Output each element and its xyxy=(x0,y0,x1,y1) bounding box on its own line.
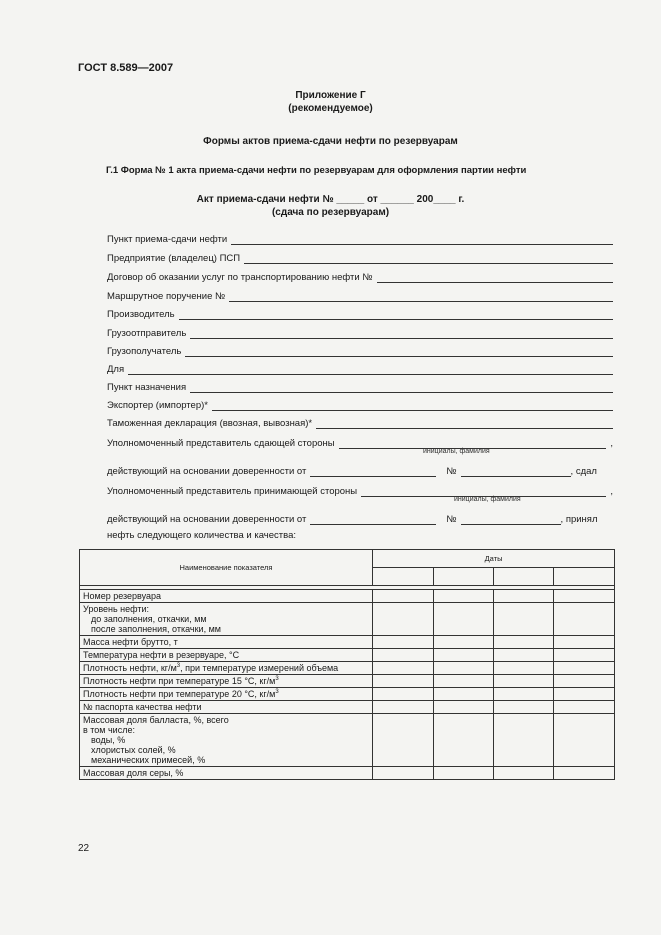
fill-line[interactable] xyxy=(229,290,613,302)
table-row xyxy=(80,603,615,636)
field-row[interactable] xyxy=(107,361,613,375)
number-sign: № xyxy=(446,466,457,477)
value-cell[interactable] xyxy=(373,590,434,603)
value-cell[interactable] xyxy=(494,767,554,780)
number-sign: № xyxy=(446,514,457,525)
row-label: № паспорта качества нефти xyxy=(83,702,202,712)
value-cell[interactable] xyxy=(494,688,554,701)
value-cell[interactable] xyxy=(434,701,494,714)
sender-number-line[interactable] xyxy=(461,465,571,477)
value-cell[interactable] xyxy=(554,714,615,767)
value-cell[interactable] xyxy=(494,590,554,603)
row-label: Плотность нефти при температуре 20 °С, кг/м xyxy=(83,689,276,699)
value-cell[interactable] xyxy=(554,675,615,688)
document-code: ГОСТ 8.589—2007 xyxy=(78,62,174,74)
sender-date-line[interactable] xyxy=(310,465,436,477)
table-row xyxy=(80,636,615,649)
act-title: Акт приема-сдачи нефти № _____ от ______ 200____ г. xyxy=(196,194,465,205)
field-row[interactable] xyxy=(107,397,613,411)
receiver-rep-hint: инициалы, фамилия xyxy=(454,496,521,503)
sender-basis-label: действующий на основании доверенности от xyxy=(107,466,307,477)
value-cell[interactable] xyxy=(373,636,434,649)
sender-rep-hint: инициалы, фамилия xyxy=(423,448,490,455)
value-cell[interactable] xyxy=(373,603,434,636)
value-cell[interactable] xyxy=(373,649,434,662)
value-cell[interactable] xyxy=(494,701,554,714)
field-label: Маршрутное поручение № xyxy=(107,291,226,302)
row-label: Номер резервуара xyxy=(83,591,162,601)
value-cell[interactable] xyxy=(494,636,554,649)
value-cell[interactable] xyxy=(554,662,615,675)
value-cell[interactable] xyxy=(494,675,554,688)
column-header-dates: Даты xyxy=(373,550,615,568)
appendix-title: Приложение Г xyxy=(295,90,366,101)
superscript: 3 xyxy=(275,676,279,682)
row-sublabel: механических примесей, % xyxy=(91,755,206,765)
value-cell[interactable] xyxy=(373,701,434,714)
value-cell[interactable] xyxy=(554,603,615,636)
fill-line[interactable] xyxy=(190,381,613,393)
date-cell[interactable] xyxy=(434,568,494,586)
value-cell[interactable] xyxy=(434,767,494,780)
row-label: Массовая доля серы, % xyxy=(83,768,184,778)
field-row[interactable] xyxy=(107,250,613,264)
receiver-number-line[interactable] xyxy=(461,513,561,525)
appendix-subtitle: (рекомендуемое) xyxy=(288,103,373,114)
superscript: 3 xyxy=(275,689,279,695)
field-label: Для xyxy=(107,364,125,375)
value-cell[interactable] xyxy=(434,649,494,662)
page-number: 22 xyxy=(78,843,90,854)
act-subtitle: (сдача по резервуарам) xyxy=(271,207,390,218)
value-cell[interactable] xyxy=(434,590,494,603)
value-cell[interactable] xyxy=(554,688,615,701)
value-cell[interactable] xyxy=(554,636,615,649)
superscript: 3 xyxy=(176,663,181,669)
fill-line[interactable] xyxy=(244,252,613,264)
field-row[interactable] xyxy=(107,415,613,429)
value-cell[interactable] xyxy=(434,662,494,675)
table-row xyxy=(80,675,615,688)
row-label: Массовая доля балласта, %, всего xyxy=(83,715,229,725)
table-row xyxy=(80,701,615,714)
field-row[interactable] xyxy=(107,325,613,339)
row-label: Уровень нефти: xyxy=(83,604,150,614)
row-sublabel: до заполнения, откачки, мм xyxy=(91,614,207,624)
row-label: Плотность нефти при температуре 15 °С, кг/м xyxy=(83,676,276,686)
field-label: Предприятие (владелец) ПСП xyxy=(107,253,241,264)
sender-rep-row[interactable] xyxy=(107,435,613,449)
value-cell[interactable] xyxy=(434,714,494,767)
value-cell[interactable] xyxy=(494,662,554,675)
receiver-tail: , принял xyxy=(560,514,598,525)
fill-line[interactable] xyxy=(316,417,613,429)
field-label: Договор об оказании услуг по транспортированию нефти № xyxy=(107,272,373,283)
field-label: Грузоотправитель xyxy=(107,328,187,339)
receiver-rep-label: Уполномоченный представитель принимающей стороны xyxy=(107,486,358,497)
parameters-table xyxy=(79,549,615,780)
receiver-rep-row[interactable] xyxy=(107,483,613,497)
field-label: Экспортер (импортер)* xyxy=(107,400,208,411)
table-row xyxy=(80,767,615,780)
value-cell[interactable] xyxy=(554,590,615,603)
section-title: Формы актов приема-сдачи нефти по резервуарам xyxy=(203,136,458,147)
table-row: Плотность нефти, $кг/м^3$, при температуре измерений объема xyxy=(80,662,615,675)
value-cell[interactable] xyxy=(494,603,554,636)
fill-line[interactable] xyxy=(128,363,613,375)
row-label: Масса нефти брутто, т xyxy=(83,637,178,647)
fill-line[interactable] xyxy=(212,399,613,411)
date-cell[interactable] xyxy=(554,568,615,586)
field-row[interactable] xyxy=(107,269,613,283)
field-row[interactable] xyxy=(107,231,613,245)
receiver-basis-row[interactable] xyxy=(107,511,613,525)
field-label: Пункт назначения xyxy=(107,382,187,393)
row-sublabel: после заполнения, откачки, мм xyxy=(91,624,221,634)
value-cell[interactable] xyxy=(434,688,494,701)
receiver-basis-label: действующий на основании доверенности от xyxy=(107,514,307,525)
value-cell[interactable] xyxy=(373,662,434,675)
value-cell[interactable] xyxy=(373,675,434,688)
column-header-name: Наименование показателя xyxy=(80,550,373,586)
field-label: Таможенная декларация (ввозная, вывозная)* xyxy=(107,418,313,429)
row-sublabel: воды, % xyxy=(91,735,126,745)
sender-rep-label: Уполномоченный представитель сдающей стороны xyxy=(107,438,335,449)
table-row xyxy=(80,714,615,767)
field-row[interactable] xyxy=(107,306,613,320)
value-cell[interactable] xyxy=(554,649,615,662)
fill-line[interactable] xyxy=(377,271,613,283)
value-cell[interactable] xyxy=(494,714,554,767)
sender-basis-row[interactable] xyxy=(107,463,613,477)
fill-line[interactable] xyxy=(231,233,613,245)
table-row xyxy=(80,649,615,662)
value-cell[interactable] xyxy=(494,649,554,662)
row-sublabel: в том числе: xyxy=(83,725,135,735)
value-cell[interactable] xyxy=(373,767,434,780)
receiver-date-line[interactable] xyxy=(310,513,436,525)
table-row xyxy=(80,688,615,701)
row-label: Температура нефти в резервуаре, °С xyxy=(83,650,240,660)
sender-tail: , сдал xyxy=(570,466,597,477)
row-sublabel: хлористых солей, % xyxy=(91,745,176,755)
row-label-cont: при температуре измерений объема xyxy=(185,663,339,673)
field-label: Грузополучатель xyxy=(107,346,182,357)
fill-line[interactable] xyxy=(185,345,613,357)
field-label: Производитель xyxy=(107,309,175,320)
field-row[interactable] xyxy=(107,288,613,302)
value-cell[interactable] xyxy=(434,636,494,649)
table-intro: нефть следующего количества и качества: xyxy=(107,530,297,541)
table-row xyxy=(80,590,615,603)
comma: , xyxy=(610,486,613,497)
value-cell[interactable] xyxy=(373,688,434,701)
date-cell[interactable] xyxy=(373,568,434,586)
fill-line[interactable] xyxy=(190,327,613,339)
comma: , xyxy=(610,438,613,449)
value-cell[interactable] xyxy=(554,767,615,780)
date-cell[interactable] xyxy=(494,568,554,586)
field-row[interactable] xyxy=(107,379,613,393)
value-cell[interactable] xyxy=(554,701,615,714)
field-row[interactable] xyxy=(107,343,613,357)
fill-line[interactable] xyxy=(179,308,613,320)
value-cell[interactable] xyxy=(373,714,434,767)
field-label: Пункт приема-сдачи нефти xyxy=(107,234,228,245)
form-title: Г.1 Форма № 1 акта приема-сдачи нефти по резервуарам для оформления партии нефти xyxy=(106,165,527,176)
value-cell[interactable] xyxy=(434,603,494,636)
value-cell[interactable] xyxy=(434,675,494,688)
row-label: Плотность нефти, кг/м xyxy=(83,663,177,673)
